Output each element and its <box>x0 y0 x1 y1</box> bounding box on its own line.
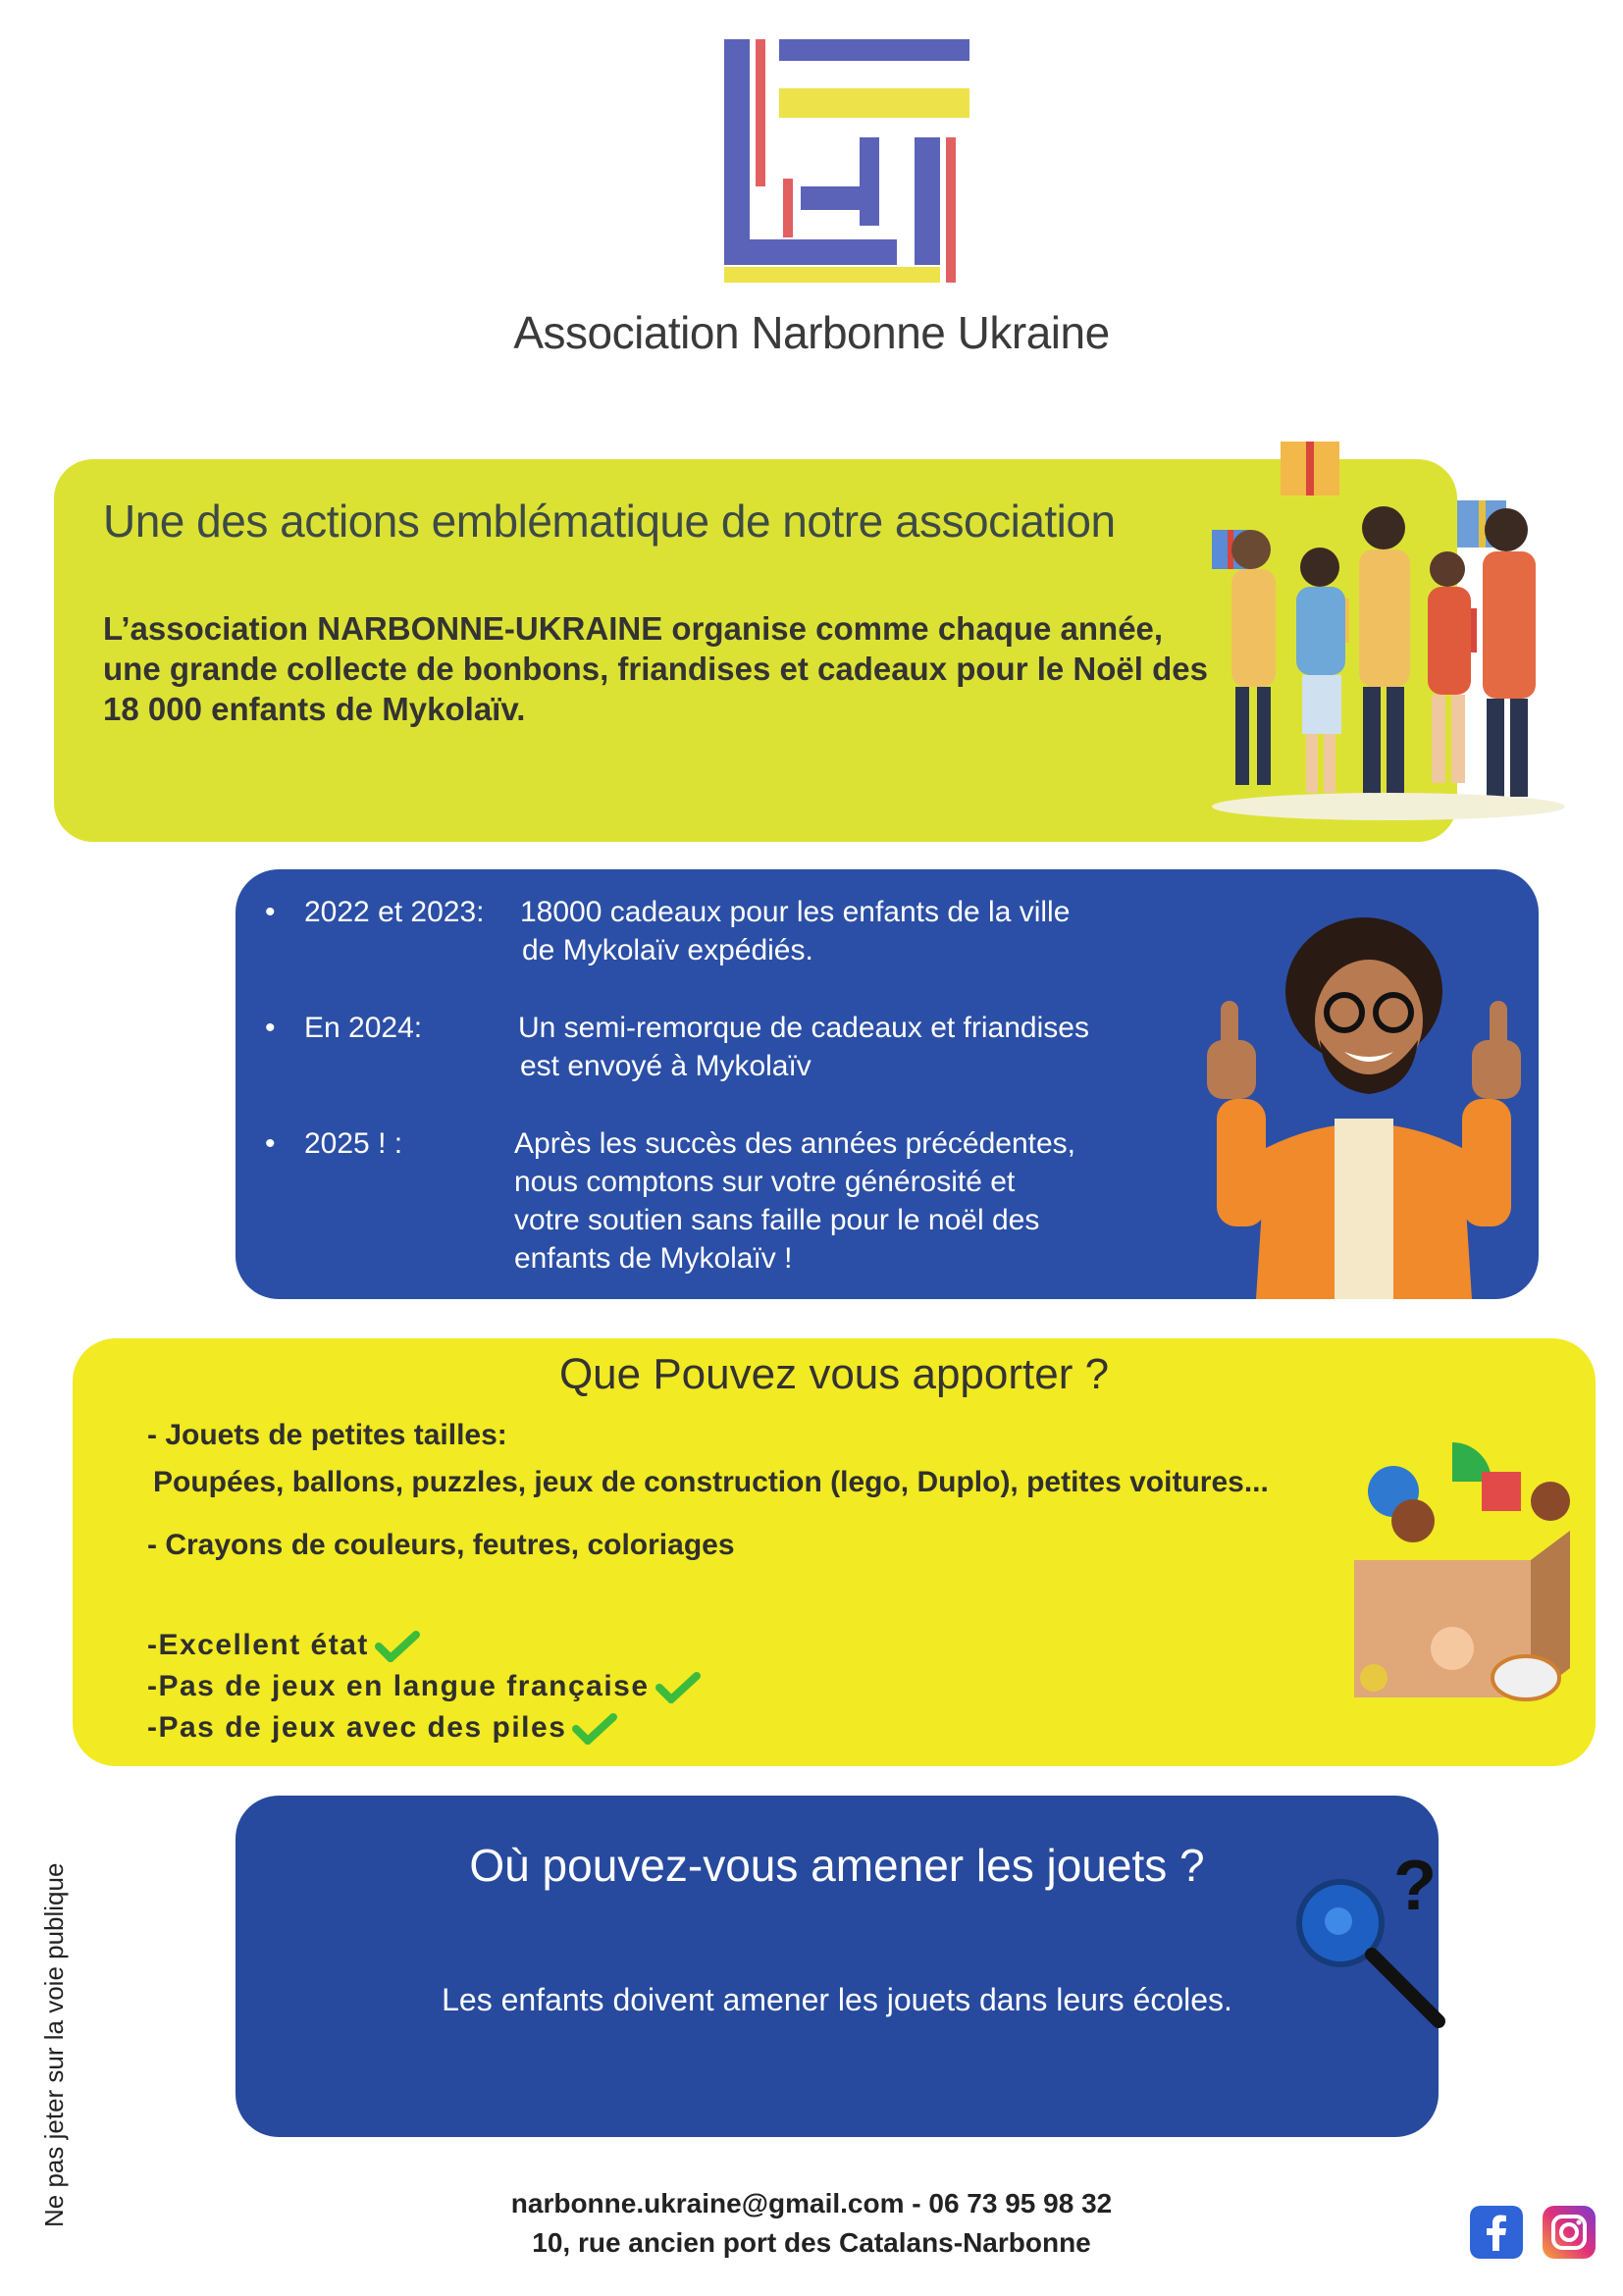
magnifier-question-icon <box>1291 1835 1458 2031</box>
instagram-icon[interactable] <box>1543 2206 1596 2259</box>
association-logo <box>722 39 969 283</box>
toy-box-illustration <box>1335 1413 1590 1707</box>
checkmark-icon <box>655 1672 701 1703</box>
checkmark-icon <box>375 1631 420 1662</box>
history-label: 2025 ! : <box>304 1127 403 1160</box>
contact-email-phone: narbonne.ukraine@gmail.com - 06 73 95 98 32 <box>510 2188 1113 2218</box>
condition-text: -Pas de jeux en langue française <box>147 1670 650 1702</box>
history-text-line: Un semi-remorque de cadeaux et friandises <box>518 1012 1089 1044</box>
where-text: Les enfants doivent amener les jouets dans leurs écoles. <box>442 1982 1232 2017</box>
condition-no-batteries <box>147 1711 617 1745</box>
history-text-line: nous comptons sur votre générosité et <box>514 1166 1016 1198</box>
thumbs-up-man-illustration <box>1197 903 1531 1299</box>
history-text-line: de Mykolaïv expédiés. <box>522 934 813 966</box>
condition-text: -Excellent état <box>147 1629 369 1661</box>
history-text-line: est envoyé à Mykolaïv <box>520 1050 812 1082</box>
intro-text: L’association NARBONNE-UKRAINE organise comme chaque année, une grande collecte de bonbons, friandises et cadeaux pour le Noël des 18 000 enfants de Mykolaïv. <box>103 610 1208 727</box>
history-text-line: enfants de Mykolaïv ! <box>514 1242 793 1275</box>
history-label: En 2024: <box>304 1012 423 1044</box>
history-label: 2022 et 2023: <box>304 896 485 928</box>
family-with-gifts-illustration <box>1192 422 1585 834</box>
bullet: • <box>265 1012 276 1044</box>
organization-name: Association Narbonne Ukraine <box>513 307 1110 358</box>
facebook-icon[interactable] <box>1470 2206 1523 2259</box>
crayons-line: - Crayons de couleurs, feutres, coloriages <box>147 1529 735 1561</box>
toys-examples: Poupées, ballons, puzzles, jeux de construction (lego, Duplo), petites voitures... <box>153 1466 1269 1498</box>
what-to-bring-title: Que Pouvez vous apporter ? <box>558 1350 1110 1398</box>
bullet: • <box>265 1127 276 1160</box>
bullet: • <box>265 896 276 928</box>
condition-excellent-state <box>147 1629 420 1662</box>
where-title: Où pouvez-vous amener les jouets ? <box>469 1840 1205 1891</box>
litter-notice: Ne pas jeter sur la voie publique <box>39 1862 69 2227</box>
intro-title: Une des actions emblématique de notre association <box>103 496 1116 547</box>
history-text-line: votre soutien sans faille pour le noël des <box>514 1204 1040 1236</box>
condition-no-french-games <box>147 1670 701 1703</box>
address: 10, rue ancien port des Catalans-Narbonne <box>532 2227 1091 2258</box>
condition-text: -Pas de jeux avec des piles <box>147 1711 567 1744</box>
history-item-2022-2023 <box>265 893 1246 971</box>
history-text-line: Après les succès des années précédentes, <box>514 1127 1076 1160</box>
history-item-2025 <box>265 1124 1246 1291</box>
toys-heading: - Jouets de petites tailles: <box>147 1419 507 1451</box>
svg-text:?: ? <box>1393 1847 1437 1925</box>
history-text-line: 18000 cadeaux pour les enfants de la ville <box>520 896 1071 928</box>
history-item-2024 <box>265 1009 1246 1087</box>
checkmark-icon <box>572 1713 617 1745</box>
